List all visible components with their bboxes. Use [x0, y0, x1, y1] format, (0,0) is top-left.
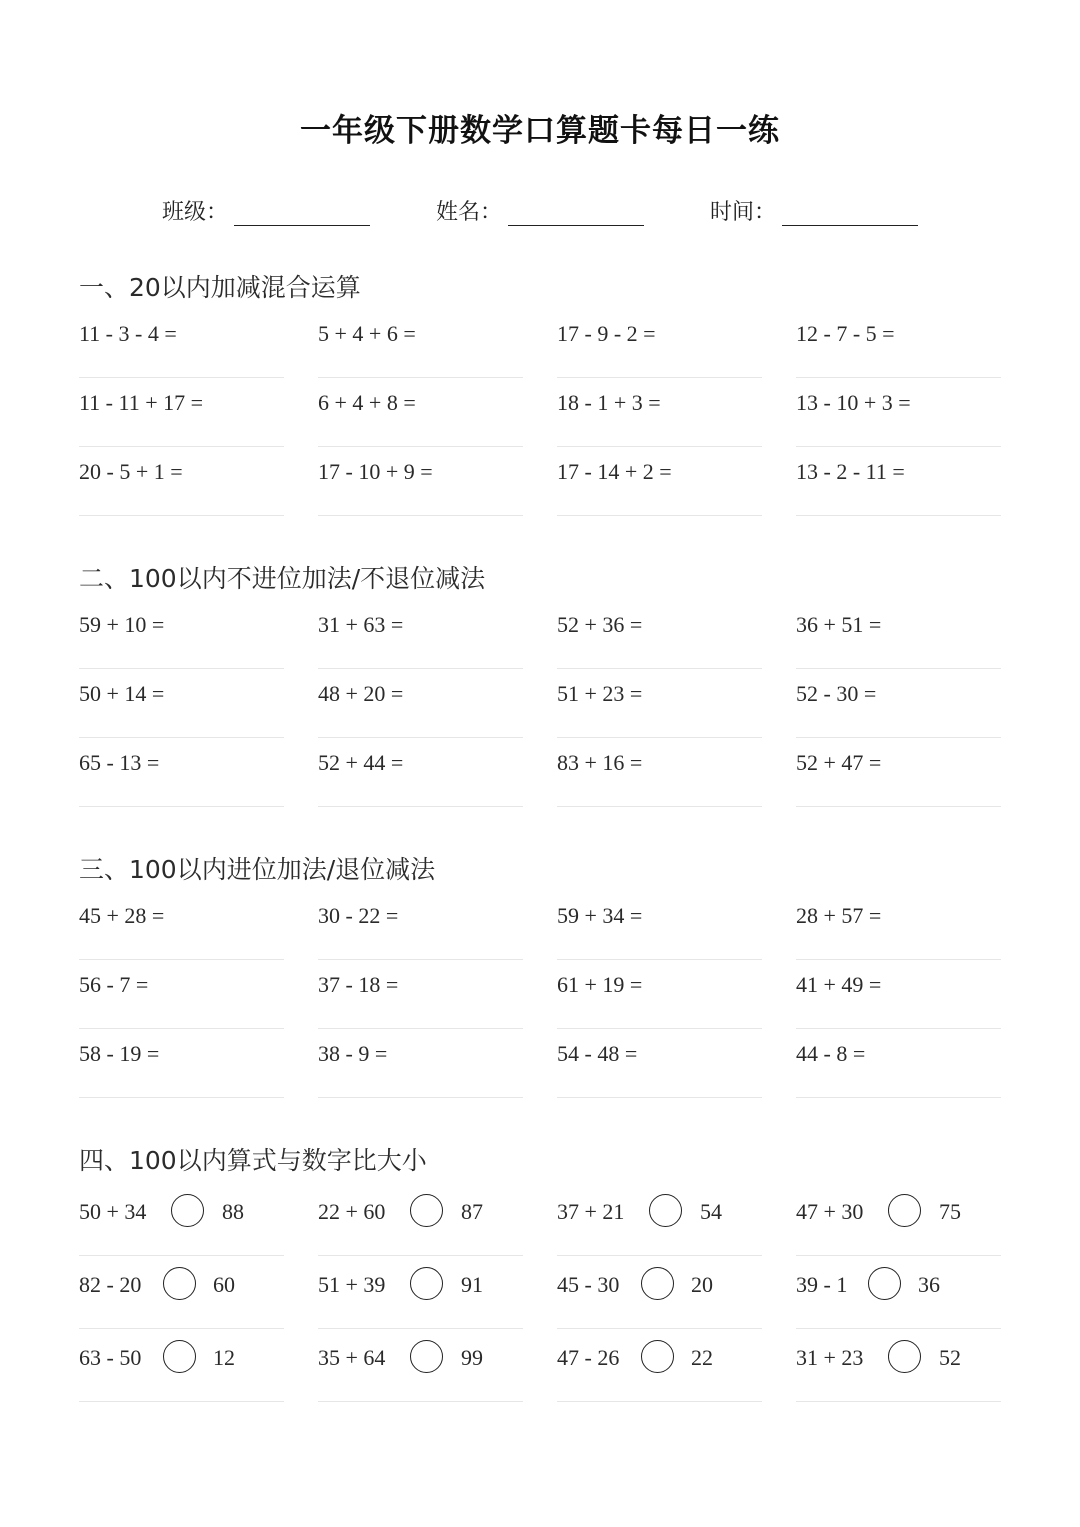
problem-text: 59 + 34 = — [557, 903, 643, 928]
comparison-number: 22 — [691, 1345, 713, 1370]
problem-text: 12 - 7 - 5 = — [796, 321, 895, 346]
problem-text: 37 - 18 = — [318, 972, 399, 997]
problem-text: 59 + 10 = — [79, 612, 165, 637]
problem-cell[interactable] — [557, 600, 762, 669]
problem-cell[interactable] — [79, 738, 284, 807]
problem-text: 36 + 51 = — [796, 612, 882, 637]
answer-line — [796, 806, 1001, 807]
problem-cell[interactable] — [557, 960, 762, 1029]
problem-text: 18 - 1 + 3 = — [557, 390, 661, 415]
comparison-number: 52 — [939, 1345, 961, 1370]
problem-text: 17 - 10 + 9 = — [318, 459, 433, 484]
comparison-expression: 45 - 30 — [557, 1272, 620, 1297]
answer-line — [557, 1097, 762, 1098]
problem-text: 52 + 44 = — [318, 750, 404, 775]
problem-text: 5 + 4 + 6 = — [318, 321, 416, 346]
problem-text: 54 - 48 = — [557, 1041, 638, 1066]
problem-text: 30 - 22 = — [318, 903, 399, 928]
problem-cell[interactable] — [318, 600, 523, 669]
problem-text: 31 + 63 = — [318, 612, 404, 637]
comparison-cell — [557, 1183, 762, 1256]
problem-text: 13 - 10 + 3 = — [796, 390, 911, 415]
problem-cell[interactable] — [79, 378, 284, 447]
answer-line — [796, 1401, 1001, 1402]
problem-cell[interactable] — [318, 1029, 523, 1098]
name-label: 姓名： — [436, 200, 503, 225]
comparison-expression: 50 + 34 — [79, 1199, 147, 1224]
answer-line — [557, 806, 762, 807]
problem-cell[interactable] — [557, 669, 762, 738]
problem-text: 83 + 16 = — [557, 750, 643, 775]
problem-text: 38 - 9 = — [318, 1041, 388, 1066]
answer-line — [796, 515, 1001, 516]
comparison-cell — [796, 1329, 1001, 1402]
comparison-number: 87 — [461, 1199, 483, 1224]
answer-line — [79, 515, 284, 516]
section-heading-4: 四、100以内算式与数字比大小 — [79, 1146, 427, 1175]
answer-line — [318, 1097, 523, 1098]
problem-cell[interactable] — [318, 378, 523, 447]
answer-line — [79, 806, 284, 807]
problem-cell[interactable] — [79, 309, 284, 378]
problem-text: 48 + 20 = — [318, 681, 404, 706]
answer-line — [557, 515, 762, 516]
section-heading-2: 二、100以内不进位加法/不退位减法 — [79, 564, 486, 593]
comparison-answer-circle[interactable] — [163, 1267, 196, 1300]
answer-line — [796, 1097, 1001, 1098]
comparison-number: 54 — [700, 1199, 722, 1224]
comparison-cell — [79, 1183, 284, 1256]
answer-line — [557, 1401, 762, 1402]
problem-cell[interactable] — [79, 600, 284, 669]
problem-text: 61 + 19 = — [557, 972, 643, 997]
problem-text: 65 - 13 = — [79, 750, 160, 775]
class-blank-line[interactable] — [234, 225, 370, 226]
problem-text: 28 + 57 = — [796, 903, 882, 928]
problem-cell[interactable] — [557, 447, 762, 516]
problem-text: 17 - 14 + 2 = — [557, 459, 672, 484]
problem-cell[interactable] — [557, 309, 762, 378]
comparison-answer-circle[interactable] — [888, 1340, 921, 1373]
section-heading-3: 三、100以内进位加法/退位减法 — [79, 855, 436, 884]
problem-cell[interactable] — [79, 669, 284, 738]
student-info-row — [0, 192, 1080, 232]
comparison-answer-circle[interactable] — [649, 1194, 682, 1227]
worksheet-title: 一年级下册数学口算题卡每日一练 — [300, 113, 780, 149]
comparison-cell — [796, 1256, 1001, 1329]
problem-text: 45 + 28 = — [79, 903, 165, 928]
answer-line — [318, 806, 523, 807]
problem-text: 11 - 3 - 4 = — [79, 321, 177, 346]
time-label: 时间： — [710, 200, 777, 225]
problem-cell[interactable] — [796, 891, 1001, 960]
section-heading-1: 一、20以内加减混合运算 — [79, 273, 361, 302]
problem-text: 17 - 9 - 2 = — [557, 321, 656, 346]
comparison-answer-circle[interactable] — [410, 1340, 443, 1373]
comparison-expression: 37 + 21 — [557, 1199, 625, 1224]
problem-text: 52 + 47 = — [796, 750, 882, 775]
comparison-number: 91 — [461, 1272, 483, 1297]
comparison-expression: 82 - 20 — [79, 1272, 142, 1297]
comparison-number: 36 — [918, 1272, 940, 1297]
comparison-expression: 35 + 64 — [318, 1345, 386, 1370]
answer-line — [79, 1097, 284, 1098]
problem-cell[interactable] — [557, 738, 762, 807]
problem-cell[interactable] — [796, 738, 1001, 807]
problem-cell[interactable] — [796, 378, 1001, 447]
problem-cell[interactable] — [796, 447, 1001, 516]
comparison-cell — [79, 1256, 284, 1329]
problem-text: 20 - 5 + 1 = — [79, 459, 183, 484]
problem-cell[interactable] — [318, 738, 523, 807]
problem-cell[interactable] — [318, 447, 523, 516]
problem-text: 51 + 23 = — [557, 681, 643, 706]
comparison-expression: 31 + 23 — [796, 1345, 864, 1370]
comparison-number: 20 — [691, 1272, 713, 1297]
comparison-number: 88 — [222, 1199, 244, 1224]
problem-text: 11 - 11 + 17 = — [79, 390, 204, 415]
problem-cell[interactable] — [318, 960, 523, 1029]
comparison-cell — [318, 1256, 523, 1329]
class-label: 班级： — [162, 200, 229, 225]
problem-cell[interactable] — [796, 960, 1001, 1029]
problem-cell[interactable] — [796, 309, 1001, 378]
comparison-expression: 39 - 1 — [796, 1272, 848, 1297]
problem-cell[interactable] — [796, 1029, 1001, 1098]
problem-cell[interactable] — [796, 600, 1001, 669]
comparison-expression: 51 + 39 — [318, 1272, 386, 1297]
name-blank-line[interactable] — [508, 225, 644, 226]
problem-text: 13 - 2 - 11 = — [796, 459, 905, 484]
time-blank-line[interactable] — [782, 225, 918, 226]
comparison-number: 60 — [213, 1272, 235, 1297]
comparison-answer-circle[interactable] — [641, 1340, 674, 1373]
problem-text: 52 + 36 = — [557, 612, 643, 637]
comparison-answer-circle[interactable] — [888, 1194, 921, 1227]
problem-cell[interactable] — [79, 1029, 284, 1098]
problem-cell[interactable] — [557, 891, 762, 960]
comparison-answer-circle[interactable] — [163, 1340, 196, 1373]
problem-cell[interactable] — [557, 378, 762, 447]
problem-cell[interactable] — [557, 1029, 762, 1098]
comparison-cell — [557, 1256, 762, 1329]
comparison-number: 12 — [213, 1345, 235, 1370]
comparison-cell — [557, 1329, 762, 1402]
comparison-answer-circle[interactable] — [641, 1267, 674, 1300]
problem-text: 50 + 14 = — [79, 681, 165, 706]
comparison-cell — [318, 1329, 523, 1402]
comparison-expression: 22 + 60 — [318, 1199, 386, 1224]
problem-text: 56 - 7 = — [79, 972, 149, 997]
comparison-expression: 63 - 50 — [79, 1345, 142, 1370]
comparison-cell — [318, 1183, 523, 1256]
comparison-cell — [79, 1329, 284, 1402]
problem-cell[interactable] — [318, 669, 523, 738]
answer-line — [79, 1401, 284, 1402]
problem-cell[interactable] — [318, 891, 523, 960]
problem-cell[interactable] — [318, 309, 523, 378]
problem-cell[interactable] — [79, 447, 284, 516]
problem-cell[interactable] — [79, 960, 284, 1029]
comparison-number: 99 — [461, 1345, 483, 1370]
problem-text: 58 - 19 = — [79, 1041, 160, 1066]
problem-text: 41 + 49 = — [796, 972, 882, 997]
comparison-answer-circle[interactable] — [171, 1194, 204, 1227]
comparison-cell — [796, 1183, 1001, 1256]
answer-line — [318, 1401, 523, 1402]
comparison-answer-circle[interactable] — [868, 1267, 901, 1300]
comparison-number: 75 — [939, 1199, 961, 1224]
comparison-answer-circle[interactable] — [410, 1267, 443, 1300]
comparison-expression: 47 - 26 — [557, 1345, 620, 1370]
problem-text: 52 - 30 = — [796, 681, 877, 706]
comparison-expression: 47 + 30 — [796, 1199, 864, 1224]
comparison-answer-circle[interactable] — [410, 1194, 443, 1227]
problem-cell[interactable] — [796, 669, 1001, 738]
problem-text: 44 - 8 = — [796, 1041, 866, 1066]
answer-line — [318, 515, 523, 516]
problem-cell[interactable] — [79, 891, 284, 960]
problem-text: 6 + 4 + 8 = — [318, 390, 416, 415]
